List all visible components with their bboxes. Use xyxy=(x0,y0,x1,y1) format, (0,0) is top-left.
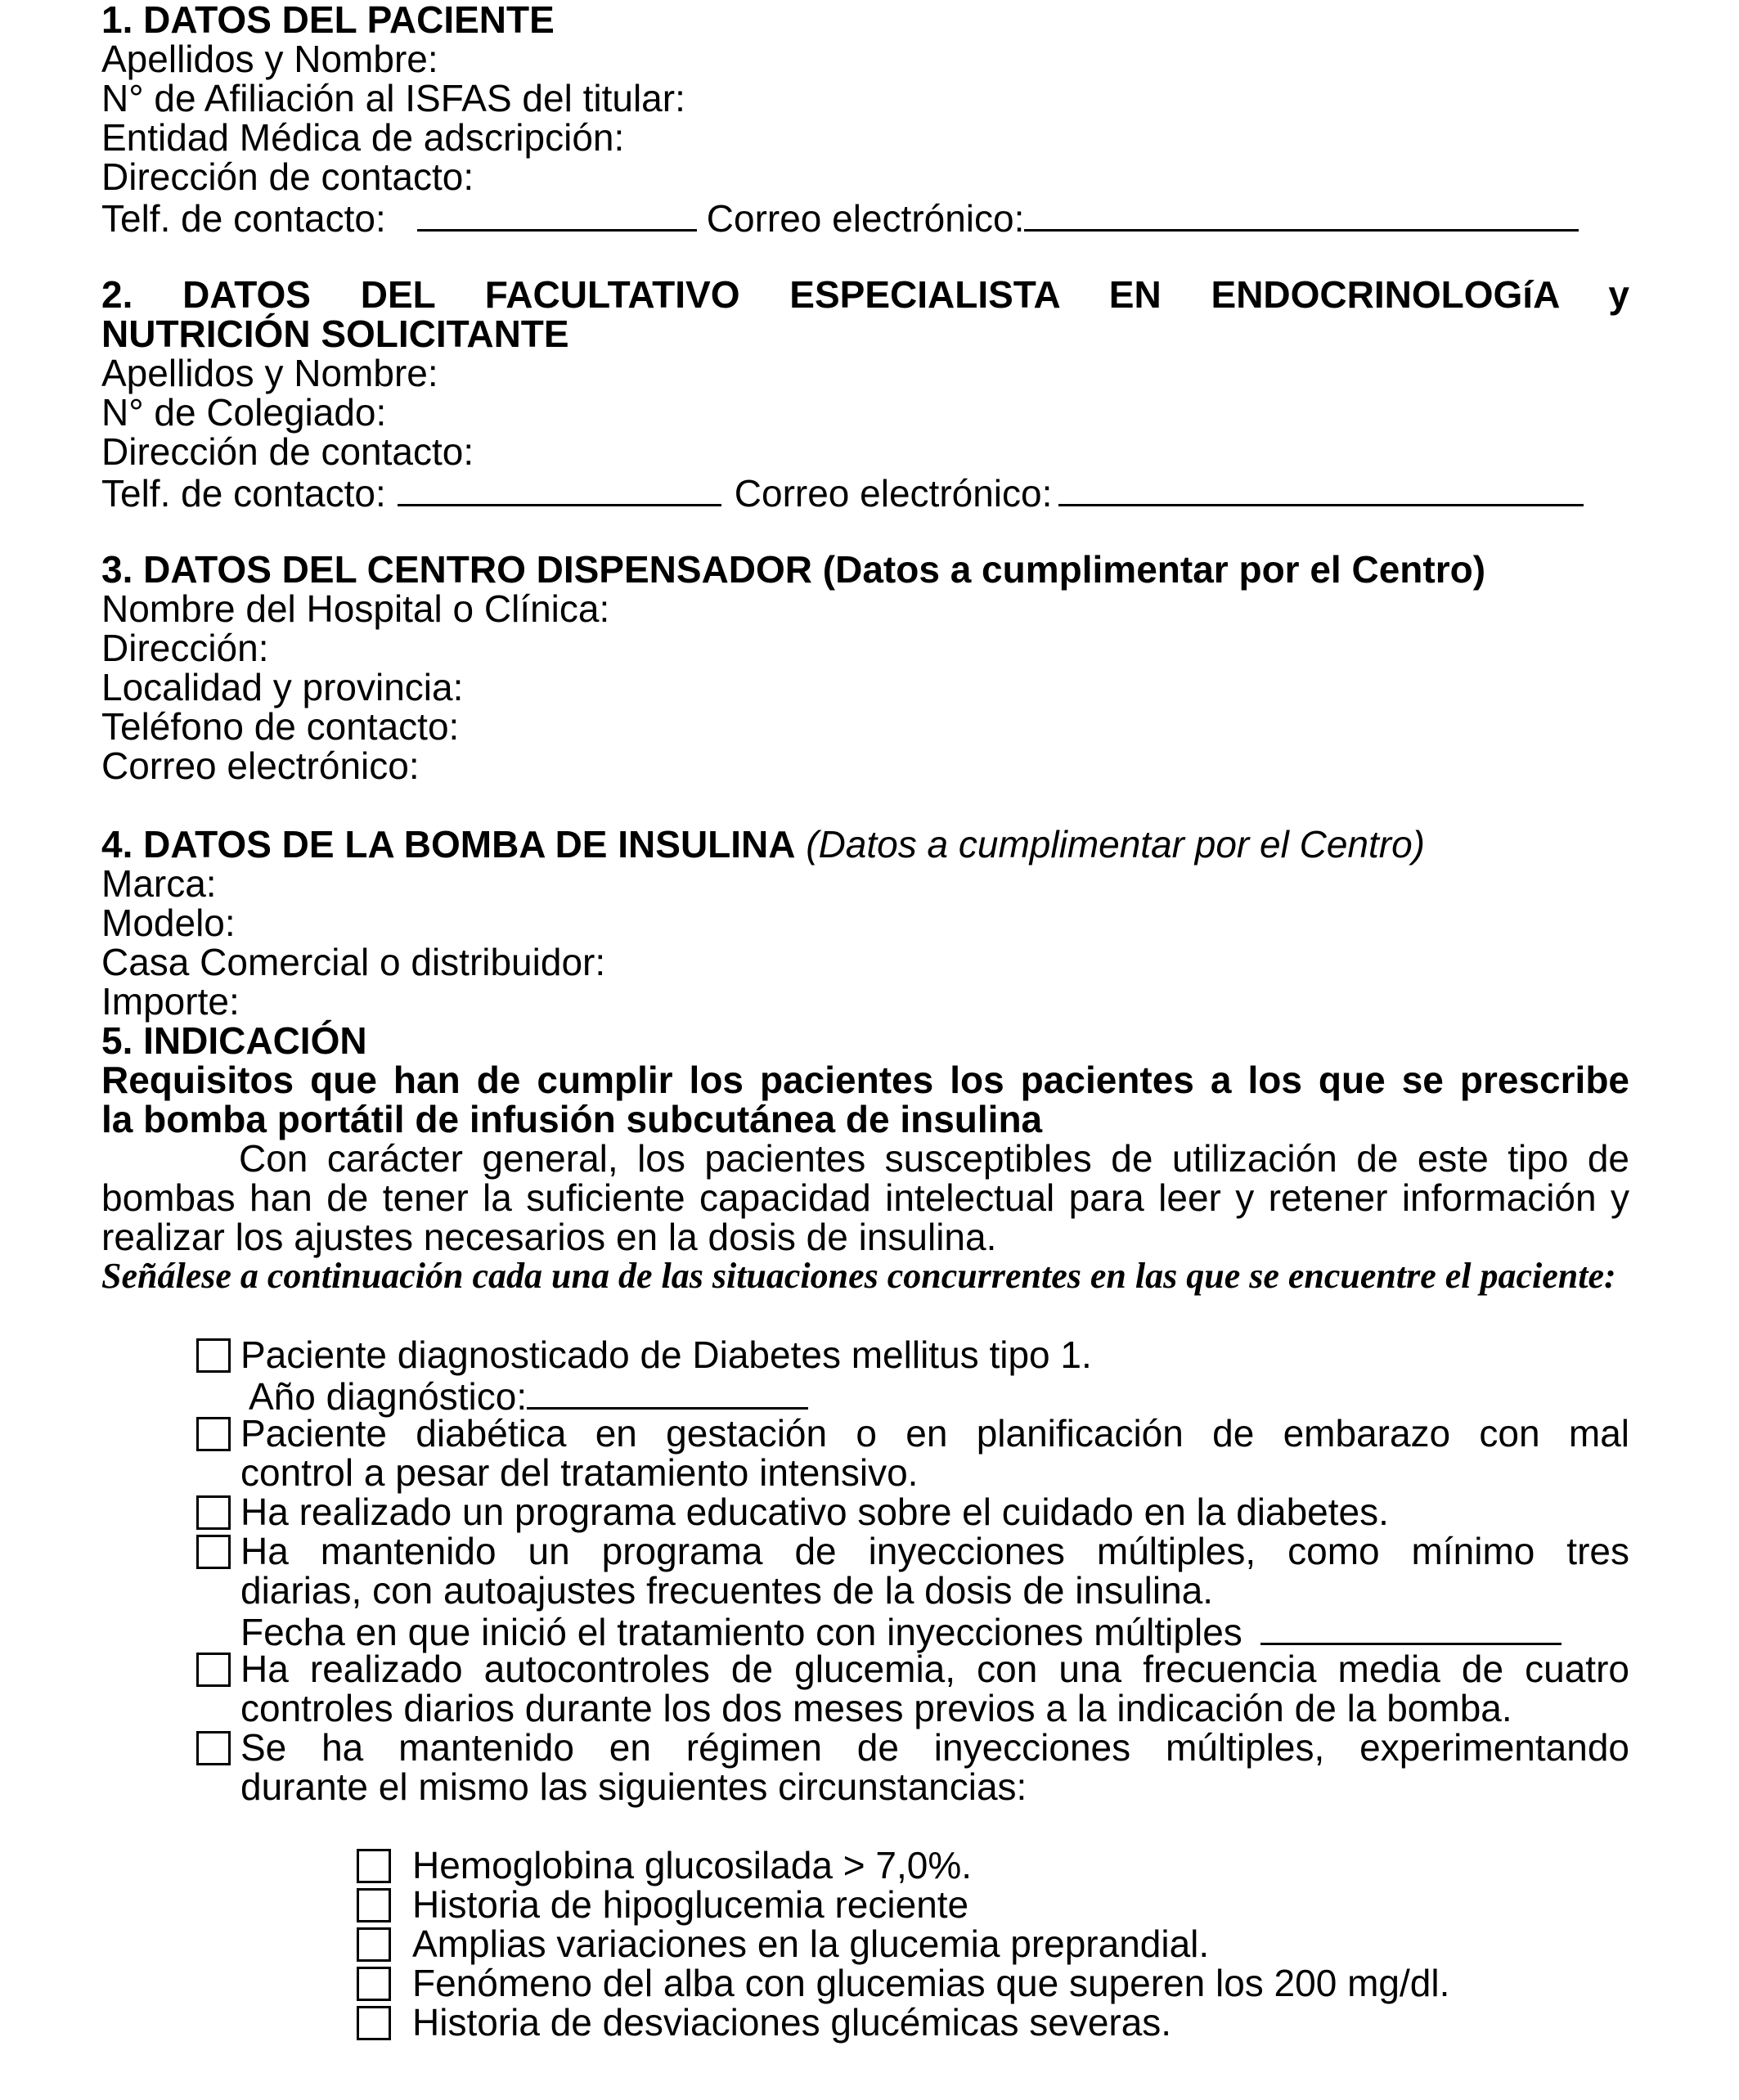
section4-title-italic: (Datos a cumplimentar por el Centro) xyxy=(806,823,1425,866)
section5-instruction: Señálese a continuación cada una de las situaciones concurrentes en las que se encuentre el paciente: xyxy=(101,1256,1616,1296)
section2-title-line1: 2. DATOS DEL FACULTATIVO ESPECIALISTA EN ENDOCRINOLOGíA y xyxy=(101,273,1629,316)
checkbox-glucose-selfcontrol[interactable] xyxy=(196,1653,231,1687)
doctor-license-label: N° de Colegiado: xyxy=(101,391,387,434)
doctor-address-label: Dirección de contacto: xyxy=(101,430,474,473)
item-pregnancy-line1: Paciente diabética en gestación o en planificación de embarazo con mal xyxy=(240,1412,1629,1455)
checkbox-hba1c[interactable] xyxy=(357,1849,391,1883)
section5-subtitle-line2: la bomba portátil de infusión subcutánea de insulina xyxy=(101,1098,1043,1140)
checkbox-education[interactable] xyxy=(196,1495,231,1530)
subitem-dawn-phenomenon xyxy=(101,1963,1629,2003)
patient-email-field[interactable] xyxy=(1024,196,1579,232)
section5-subtitle-line1: Requisitos que han de cumplir los pacientes los pacientes a los que se prescribe xyxy=(101,1059,1629,1101)
diagnosis-year-label: Año diagnóstico: xyxy=(249,1375,528,1418)
item-glucose-selfcontrol-line2: controles diarios durante los dos meses previos a la indicación de la bomba. xyxy=(240,1687,1512,1729)
section2-title-line2: NUTRICIÓN SOLICITANTE xyxy=(101,313,569,355)
section3-title: 3. DATOS DEL CENTRO DISPENSADOR (Datos a cumplimentar por el Centro) xyxy=(101,548,1486,591)
hospital-name-label: Nombre del Hospital o Clínica: xyxy=(101,587,610,630)
checklist-item-glucose-selfcontrol xyxy=(101,1649,1629,1728)
item-multiple-injections-line2: diarias, con autoajustes frecuentes de la dosis de insulina. xyxy=(240,1569,1214,1612)
item-education-text: Ha realizado un programa educativo sobre el cuidado en la diabetes. xyxy=(240,1491,1389,1533)
section4-title xyxy=(101,825,1629,864)
checkbox-multiple-injections[interactable] xyxy=(196,1535,231,1569)
patient-contact-row xyxy=(101,196,1629,240)
doctor-email-field[interactable] xyxy=(1058,471,1584,506)
treatment-start-label: Fecha en que inició el tratamiento con inyecciones múltiples xyxy=(240,1611,1242,1653)
patient-email-label: Correo electrónico: xyxy=(706,197,1025,240)
doctor-phone-field[interactable] xyxy=(398,471,721,506)
doctor-phone-label: Telf. de contacto: xyxy=(101,472,386,515)
treatment-start-field[interactable] xyxy=(1260,1610,1562,1645)
section5-title: 5. INDICACIÓN xyxy=(101,1019,367,1062)
section1-title: 1. DATOS DEL PACIENTE xyxy=(101,0,555,41)
subitem-hba1c-text: Hemoglobina glucosilada > 7,0%. xyxy=(412,1844,973,1886)
subitem-hypoglycemia-text: Historia de hipoglucemia reciente xyxy=(412,1883,969,1926)
patient-name-label: Apellidos y Nombre: xyxy=(101,38,438,80)
subitem-preprandial-variation xyxy=(101,1924,1629,1963)
item-multiple-injections-line1: Ha mantenido un programa de inyecciones múltiples, como mínimo tres xyxy=(240,1530,1629,1572)
checklist-item-education xyxy=(101,1492,1629,1531)
checkbox-diabetes-type1[interactable] xyxy=(196,1338,231,1373)
checkbox-hypoglycemia[interactable] xyxy=(357,1888,391,1922)
hospital-address-label: Dirección: xyxy=(101,627,269,669)
item-injection-regimen-line2: durante el mismo las siguientes circunstancias: xyxy=(240,1765,1027,1808)
patient-address-label: Dirección de contacto: xyxy=(101,155,474,198)
checkbox-dawn-phenomenon[interactable] xyxy=(357,1967,391,2001)
doctor-name-label: Apellidos y Nombre: xyxy=(101,352,438,394)
treatment-start-row xyxy=(240,1610,1629,1653)
pump-model-label: Modelo: xyxy=(101,902,236,944)
form-page xyxy=(101,0,1629,2042)
checklist-item-diabetes-type1 xyxy=(101,1333,1629,1418)
item-glucose-selfcontrol-line1: Ha realizado autocontroles de glucemia, con una frecuencia media de cuatro xyxy=(240,1648,1629,1690)
checkbox-preprandial-variation[interactable] xyxy=(357,1927,391,1962)
subitem-hypoglycemia xyxy=(101,1885,1629,1924)
medical-entity-label: Entidad Médica de adscripción: xyxy=(101,116,625,159)
pump-brand-label: Marca: xyxy=(101,862,217,905)
patient-phone-label: Telf. de contacto: xyxy=(101,197,386,240)
checkbox-severe-deviations[interactable] xyxy=(357,2006,391,2040)
checklist-item-pregnancy xyxy=(101,1414,1629,1492)
subitem-hba1c xyxy=(101,1846,1629,1885)
pump-distributor-label: Casa Comercial o distribuidor: xyxy=(101,941,606,983)
diagnosis-year-field[interactable] xyxy=(527,1374,808,1410)
doctor-email-label: Correo electrónico: xyxy=(734,472,1053,515)
hospital-locality-label: Localidad y provincia: xyxy=(101,666,464,708)
section4-title-bold: 4. DATOS DE LA BOMBA DE INSULINA xyxy=(101,823,796,866)
subitem-severe-deviations-text: Historia de desviaciones glucémicas severas. xyxy=(412,2001,1172,2044)
hospital-phone-label: Teléfono de contacto: xyxy=(101,705,460,748)
checkbox-injection-regimen[interactable] xyxy=(196,1731,231,1765)
checklist-item-injection-regimen xyxy=(101,1728,1629,1806)
item-diabetes-type1-text: Paciente diagnosticado de Diabetes mellitus tipo 1. xyxy=(240,1333,1092,1376)
section5-intro: Con carácter general, los pacientes susceptibles de utilización de este tipo de bombas han de tener la suficiente capacidad intelectual para leer y retener información y realizar los ajustes necesarios en la dosis de insulina. xyxy=(101,1137,1629,1258)
checklist-item-multiple-injections xyxy=(101,1530,1629,1653)
diagnosis-year-row xyxy=(249,1374,1629,1418)
affiliation-number-label: N° de Afiliación al ISFAS del titular: xyxy=(101,77,685,119)
doctor-contact-row xyxy=(101,471,1629,515)
subitem-severe-deviations xyxy=(101,2003,1629,2042)
pump-price-label: Importe: xyxy=(101,980,240,1023)
checkbox-pregnancy[interactable] xyxy=(196,1417,231,1451)
subitem-dawn-phenomenon-text: Fenómeno del alba con glucemias que superen los 200 mg/dl. xyxy=(412,1962,1450,2004)
item-pregnancy-line2: control a pesar del tratamiento intensivo. xyxy=(240,1451,919,1494)
item-injection-regimen-line1: Se ha mantenido en régimen de inyecciones múltiples, experimentando xyxy=(240,1726,1629,1769)
hospital-email-label: Correo electrónico: xyxy=(101,744,420,787)
subitem-preprandial-variation-text: Amplias variaciones en la glucemia preprandial. xyxy=(412,1922,1210,1965)
patient-phone-field[interactable] xyxy=(417,196,697,232)
